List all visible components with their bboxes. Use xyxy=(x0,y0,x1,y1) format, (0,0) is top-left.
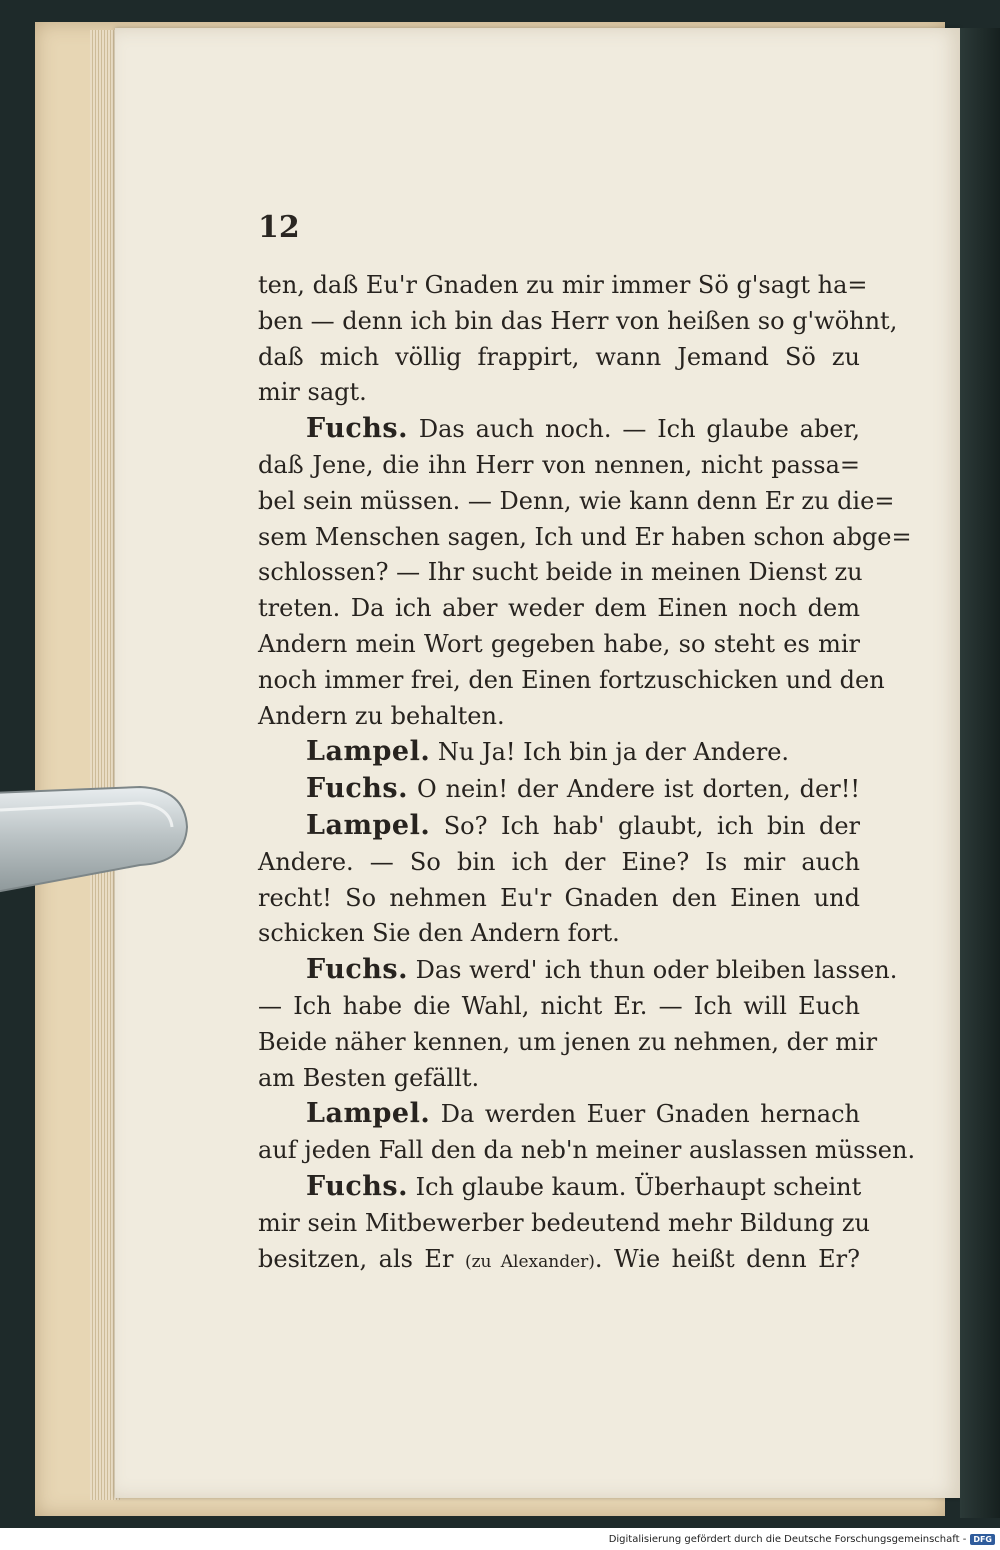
dfg-logo: DFG xyxy=(970,1534,995,1545)
text-line xyxy=(258,448,860,484)
page-number: 12 xyxy=(258,210,300,245)
text-line xyxy=(258,952,898,989)
line-text: . Wie heißt denn Er? xyxy=(594,1244,861,1273)
line-text: Andern mein Wort gegeben habe, so steht es mir xyxy=(258,629,860,658)
spine-shadow xyxy=(960,28,1000,1518)
text-line xyxy=(258,1242,860,1281)
footer xyxy=(600,1532,995,1546)
text-line xyxy=(258,1169,860,1206)
text-line xyxy=(258,375,860,411)
line-text: O nein! der Andere ist dorten, der!! xyxy=(408,775,860,804)
text-line xyxy=(258,340,860,376)
text-line xyxy=(258,520,912,556)
page-clip-image xyxy=(0,765,190,897)
text-line xyxy=(258,989,860,1025)
line-text: Andern zu behalten. xyxy=(258,701,505,730)
line-text: Nu Ja! Ich bin ja der Andere. xyxy=(430,738,790,767)
line-text: Beide näher kennen, um jenen zu nehmen, der mir xyxy=(258,1027,878,1056)
line-text: Ich glaube kaum. Überhaupt scheint xyxy=(408,1172,862,1201)
text-line xyxy=(258,845,860,881)
text-line xyxy=(258,1025,878,1061)
line-text: daß Jene, die ihn Herr von nennen, nicht passa= xyxy=(258,450,860,479)
speaker-name: Fuchs. xyxy=(306,954,408,986)
text-line xyxy=(258,627,860,663)
text-line xyxy=(258,268,868,304)
text-line xyxy=(258,484,895,520)
line-text: Andere. — So bin ich der Eine? Is mir auch xyxy=(258,847,860,876)
line-text: auf jeden Fall den da neb'n meiner auslassen müssen. xyxy=(258,1136,916,1165)
line-text: daß mich völlig frappirt, wann Jemand Sö zu xyxy=(258,342,860,371)
text-line xyxy=(258,734,860,771)
line-text: mir sein Mitbewerber bedeutend mehr Bildung zu xyxy=(258,1208,870,1237)
text-line xyxy=(258,1061,860,1097)
speaker-name: Fuchs. xyxy=(306,413,408,445)
text-line xyxy=(258,1096,860,1133)
line-text: Das auch noch. — Ich glaube aber, xyxy=(408,415,860,444)
line-text: bel sein müssen. — Denn, wie kann denn Er zu die= xyxy=(258,486,895,515)
text-line xyxy=(258,411,860,448)
line-text: schicken Sie den Andern fort. xyxy=(258,919,620,948)
text-line xyxy=(258,699,860,735)
text-line xyxy=(258,916,860,952)
line-text: besitzen, als Er xyxy=(258,1244,465,1273)
line-text: ben — denn ich bin das Herr von heißen so g'wöhnt, xyxy=(258,306,898,335)
speaker-name: Fuchs. xyxy=(306,773,408,805)
speaker-name: Fuchs. xyxy=(306,1170,408,1202)
stage-direction: (zu Alexander) xyxy=(464,1251,595,1272)
speaker-name: Lampel. xyxy=(306,736,431,768)
line-text: noch immer frei, den Einen fortzuschicken und den xyxy=(258,665,885,694)
text-line xyxy=(258,663,885,699)
text-line xyxy=(258,771,860,808)
line-text: mir sagt. xyxy=(258,378,367,407)
line-text: sem Menschen sagen, Ich und Er haben schon abge= xyxy=(258,522,912,551)
text-line xyxy=(258,304,898,340)
text-line xyxy=(258,1133,916,1169)
page-text xyxy=(258,268,916,1280)
text-line xyxy=(258,555,863,591)
line-text: — Ich habe die Wahl, nicht Er. — Ich will Euch xyxy=(258,991,860,1020)
line-text: So? Ich hab' glaubt, ich bin der xyxy=(430,811,860,840)
text-line xyxy=(258,808,860,845)
footer-credit: Digitalisierung gefördert durch die Deutsche Forschungsgemeinschaft - xyxy=(608,1533,967,1545)
line-text: am Besten gefällt. xyxy=(258,1063,480,1092)
line-text: treten. Da ich aber weder dem Einen noch dem xyxy=(258,594,860,623)
text-line xyxy=(258,591,860,627)
speaker-name: Lampel. xyxy=(306,1098,431,1130)
text-line xyxy=(258,1206,870,1242)
line-text: ten, daß Eu'r Gnaden zu mir immer Sö g'sagt ha= xyxy=(258,271,868,299)
line-text: schlossen? — Ihr sucht beide in meinen Dienst zu xyxy=(258,558,863,587)
line-text: Das werd' ich thun oder bleiben lassen. xyxy=(408,956,898,985)
line-text: recht! So nehmen Eu'r Gnaden den Einen und xyxy=(258,883,860,912)
speaker-name: Lampel. xyxy=(306,809,431,841)
text-line xyxy=(258,881,860,917)
line-text: Da werden Euer Gnaden hernach xyxy=(430,1100,860,1129)
